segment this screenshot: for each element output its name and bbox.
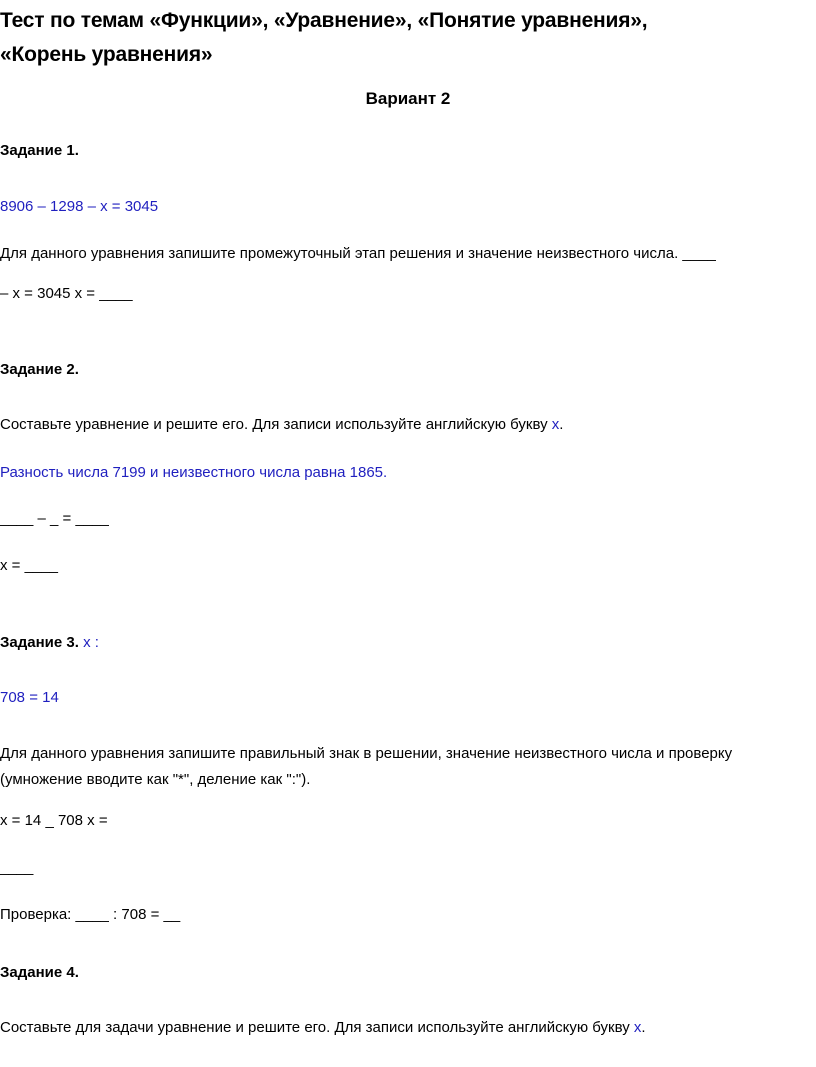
task-3-blank: ____ (0, 859, 34, 876)
task-2-instruction-text: Составьте уравнение и решите его. Для записи используйте английскую букву (0, 416, 552, 433)
task-3-instruction-line-1: Для данного уравнения запишите правильный знак в решении, значение неизвестного числа и проверку (0, 745, 733, 762)
task-4-instruction-text: Составьте для задачи уравнение и решите его. Для записи используйте английскую букву (0, 1019, 634, 1036)
task-2-instruction (0, 415, 563, 435)
task-3-heading-label: Задание 3. (0, 634, 79, 651)
task-2-instruction-end: . (559, 416, 564, 433)
task-2-heading: Задание 2. (0, 361, 79, 378)
variant-heading: Вариант 2 (365, 89, 451, 108)
task-1-heading: Задание 1. (0, 142, 79, 159)
task-3-answer-line: x = 14 _ 708 x = (0, 812, 108, 829)
task-4-instruction-end: . (641, 1019, 646, 1036)
task-4-instruction (0, 1018, 646, 1038)
task-3-equation: 708 = 14 (0, 689, 59, 706)
task-4-variable: x (633, 1019, 642, 1036)
task-3-check: Проверка: ____ : 708 = __ (0, 906, 181, 923)
task-4-heading: Задание 4. (0, 964, 79, 981)
task-3-instruction-line-2: (умножение вводите как "*", деление как ":"). (0, 771, 311, 788)
task-2-problem: Разность числа 7199 и неизвестного числа равна 1865. (0, 464, 388, 481)
task-3-heading (0, 633, 99, 653)
task-2-blank-equation: ____ – _ = ____ (0, 510, 109, 527)
task-2-blank-answer: x = ____ (0, 557, 58, 574)
task-3-heading-expression: x : (83, 634, 99, 651)
task-1-equation: 8906 – 1298 – x = 3045 (0, 198, 159, 215)
document-title-line-1: Тест по темам «Функции», «Уравнение», «Понятие уравнения», (0, 9, 648, 32)
task-1-answer-line: – x = 3045 x = ____ (0, 285, 133, 302)
task-2-variable: x (551, 416, 560, 433)
task-1-instruction: Для данного уравнения запишите промежуточный этап решения и значение неизвестного числа. ____ (0, 245, 716, 262)
document-title-line-2: «Корень уравнения» (0, 43, 213, 66)
